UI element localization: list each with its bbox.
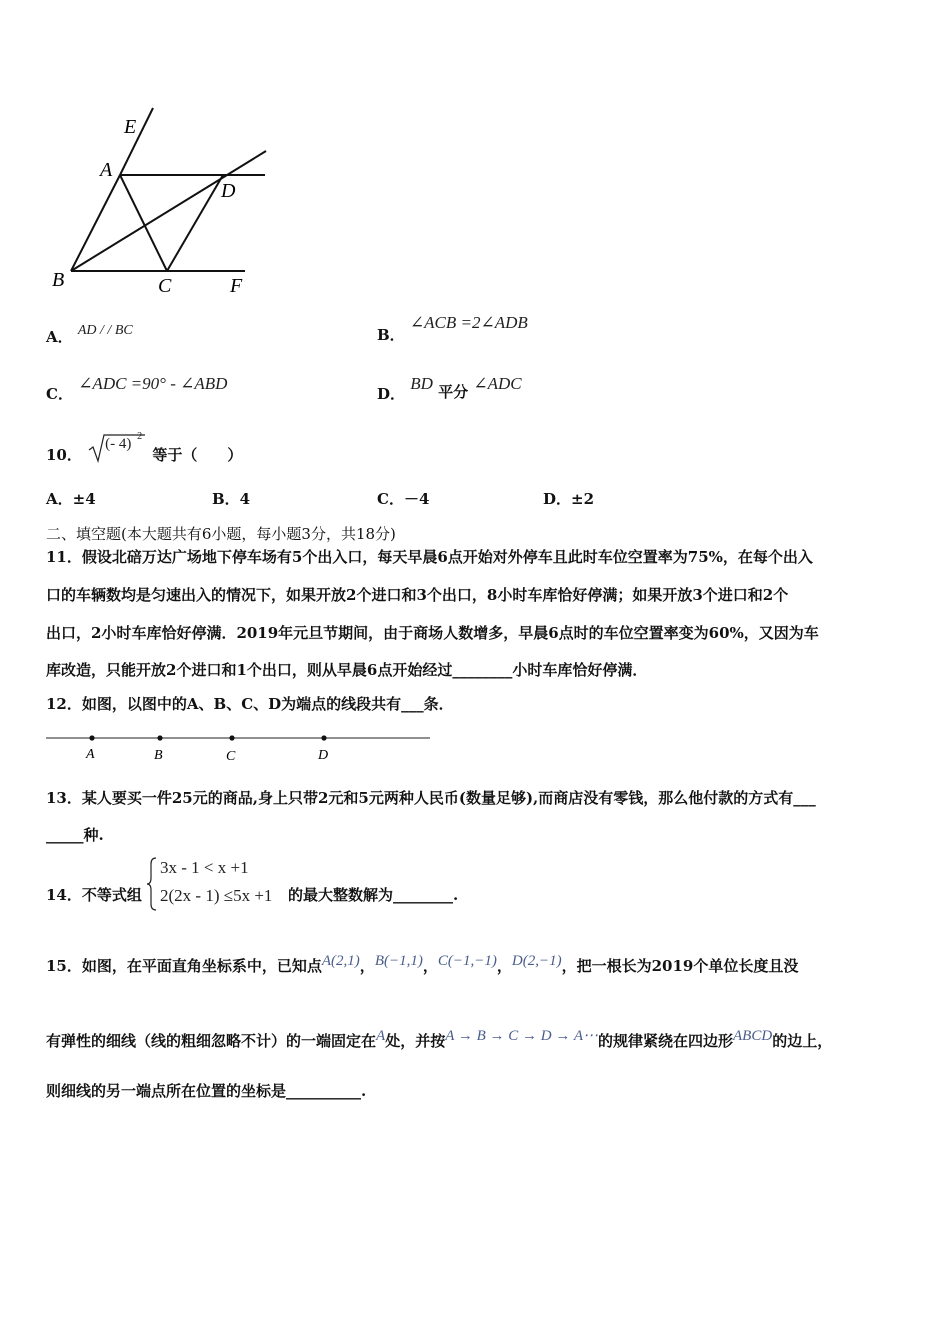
line-CD (167, 175, 223, 271)
option-d-label: D． (377, 385, 406, 403)
q15-line-1 (46, 949, 799, 975)
geometry-figure (40, 100, 280, 300)
q10-radicand: (- 4) (105, 436, 132, 452)
option-d-math-1: BD (410, 374, 433, 393)
q15-sep-3: ， (496, 957, 512, 975)
q10-sqrt (87, 433, 147, 463)
q11-line-2: 口的车辆数均是匀速出入的情况下，如果开放2个进口和3个出口，8小时车库恰好停满；如果开放3个进口和2个 (46, 586, 789, 604)
label-D: D (221, 180, 236, 202)
option-a-math: AD / / BC (77, 323, 133, 338)
q10-option-d: D．±2 (543, 490, 595, 508)
q15-line2-mid2: 的规律紧绕在四边形 (598, 1032, 734, 1050)
label-B: B (52, 269, 65, 291)
q10-text: 等于（ ） (152, 446, 243, 464)
q15-point-B: B(−1,1) (374, 953, 423, 969)
q14-inequality-1: 3x - 1 < x +1 (160, 858, 249, 877)
section-heading: 二、填空题(本大题共有6小题，每小题3分，共18分) (46, 525, 396, 543)
label-C: C (158, 275, 172, 297)
q15-anchor-A: A (376, 1028, 386, 1044)
option-c-label: C． (46, 385, 73, 403)
q12-line-figure (44, 728, 434, 764)
q15-path: A → B → C → D → A⋯ (445, 1028, 598, 1044)
q15-point-D: D(2,−1) (511, 953, 562, 969)
q14-suffix: 的最大整数解为________. (288, 886, 459, 904)
q15-line-2 (46, 1024, 833, 1050)
option-d-text: 平分 (438, 383, 469, 401)
label-F: F (230, 275, 243, 297)
brace-icon (146, 856, 158, 912)
q14-inequality-2: 2(2x - 1) ≤5x +1 (160, 886, 273, 905)
q11-line-1: 11．假设北碚万达广场地下停车场有5个出入口，每天早晨6点开始对外停车且此时车位空置率为75%，在每个出入 (46, 548, 813, 566)
q14-prefix: 14．不等式组 (46, 886, 142, 904)
q10-question (46, 433, 242, 463)
q11-line-3: 出口，2小时车库恰好停满．2019年元旦节期间，由于商场人数增多，早晨6点时的车位空置率变为60%，又因为车 (46, 624, 819, 642)
point-label-B: B (154, 748, 163, 763)
q12-question: 12．如图，以图中的A、B、C、D为端点的线段共有___条． (46, 695, 454, 713)
q15-point-C: C(−1,−1) (437, 953, 497, 969)
q15-sep-2: ， (422, 957, 438, 975)
option-c-math: ∠ADC =90° - ∠ABD (78, 374, 228, 393)
option-b-label: B． (377, 326, 405, 344)
q15-line1-suffix: ，把一根长为2019个单位长度且没 (561, 957, 799, 975)
q10-exponent: 2 (137, 431, 143, 442)
point-label-C: C (226, 749, 236, 764)
q15-quad: ABCD (733, 1028, 773, 1044)
q15-line-3: 则细线的另一端点所在位置的坐标是__________. (46, 1082, 367, 1100)
q15-line2-prefix: 有弹性的细线（线的粗细忽略不计）的一端固定在 (46, 1032, 377, 1050)
q10-option-a: A．±4 (46, 490, 96, 508)
q15-point-A: A(2,1) (321, 953, 360, 969)
q11-line-4: 库改造，只能开放2个进口和1个出口，则从早晨6点开始经过________小时车库恰好停满． (46, 661, 648, 679)
q13-line-1: 13．某人要买一件25元的商品,身上只带2元和5元两种人民币(数量足够),而商店没有零钱，那么他付款的方式有___ (46, 789, 816, 807)
option-a-label: A． (46, 328, 73, 346)
option-d-math-2: ∠ADC (473, 374, 522, 393)
q9-option-b (377, 312, 528, 344)
label-E: E (124, 116, 137, 138)
point-label-A: A (86, 747, 95, 762)
point-C (229, 735, 234, 740)
q9-option-c (46, 373, 228, 403)
q10-option-b: B．4 (212, 490, 251, 508)
q15-line2-mid: 处，并按 (385, 1032, 446, 1050)
point-D (321, 735, 326, 740)
q15-sep-1: ， (359, 957, 375, 975)
q10-option-c: C．－4 (377, 490, 430, 508)
q15-line1-prefix: 15．如图，在平面直角坐标系中，已知点 (46, 957, 322, 975)
q9-option-d (377, 373, 522, 403)
point-A (89, 735, 94, 740)
q13-line-2: _____种. (46, 826, 104, 844)
q10-number: 10． (46, 446, 82, 464)
q9-option-a (46, 318, 133, 346)
q15-line2-suffix: 的边上， (772, 1032, 833, 1050)
line-AC (120, 175, 167, 271)
point-label-D: D (318, 748, 329, 763)
label-A: A (100, 159, 113, 181)
option-b-math: ∠ACB =2∠ADB (409, 313, 528, 332)
point-B (157, 735, 162, 740)
